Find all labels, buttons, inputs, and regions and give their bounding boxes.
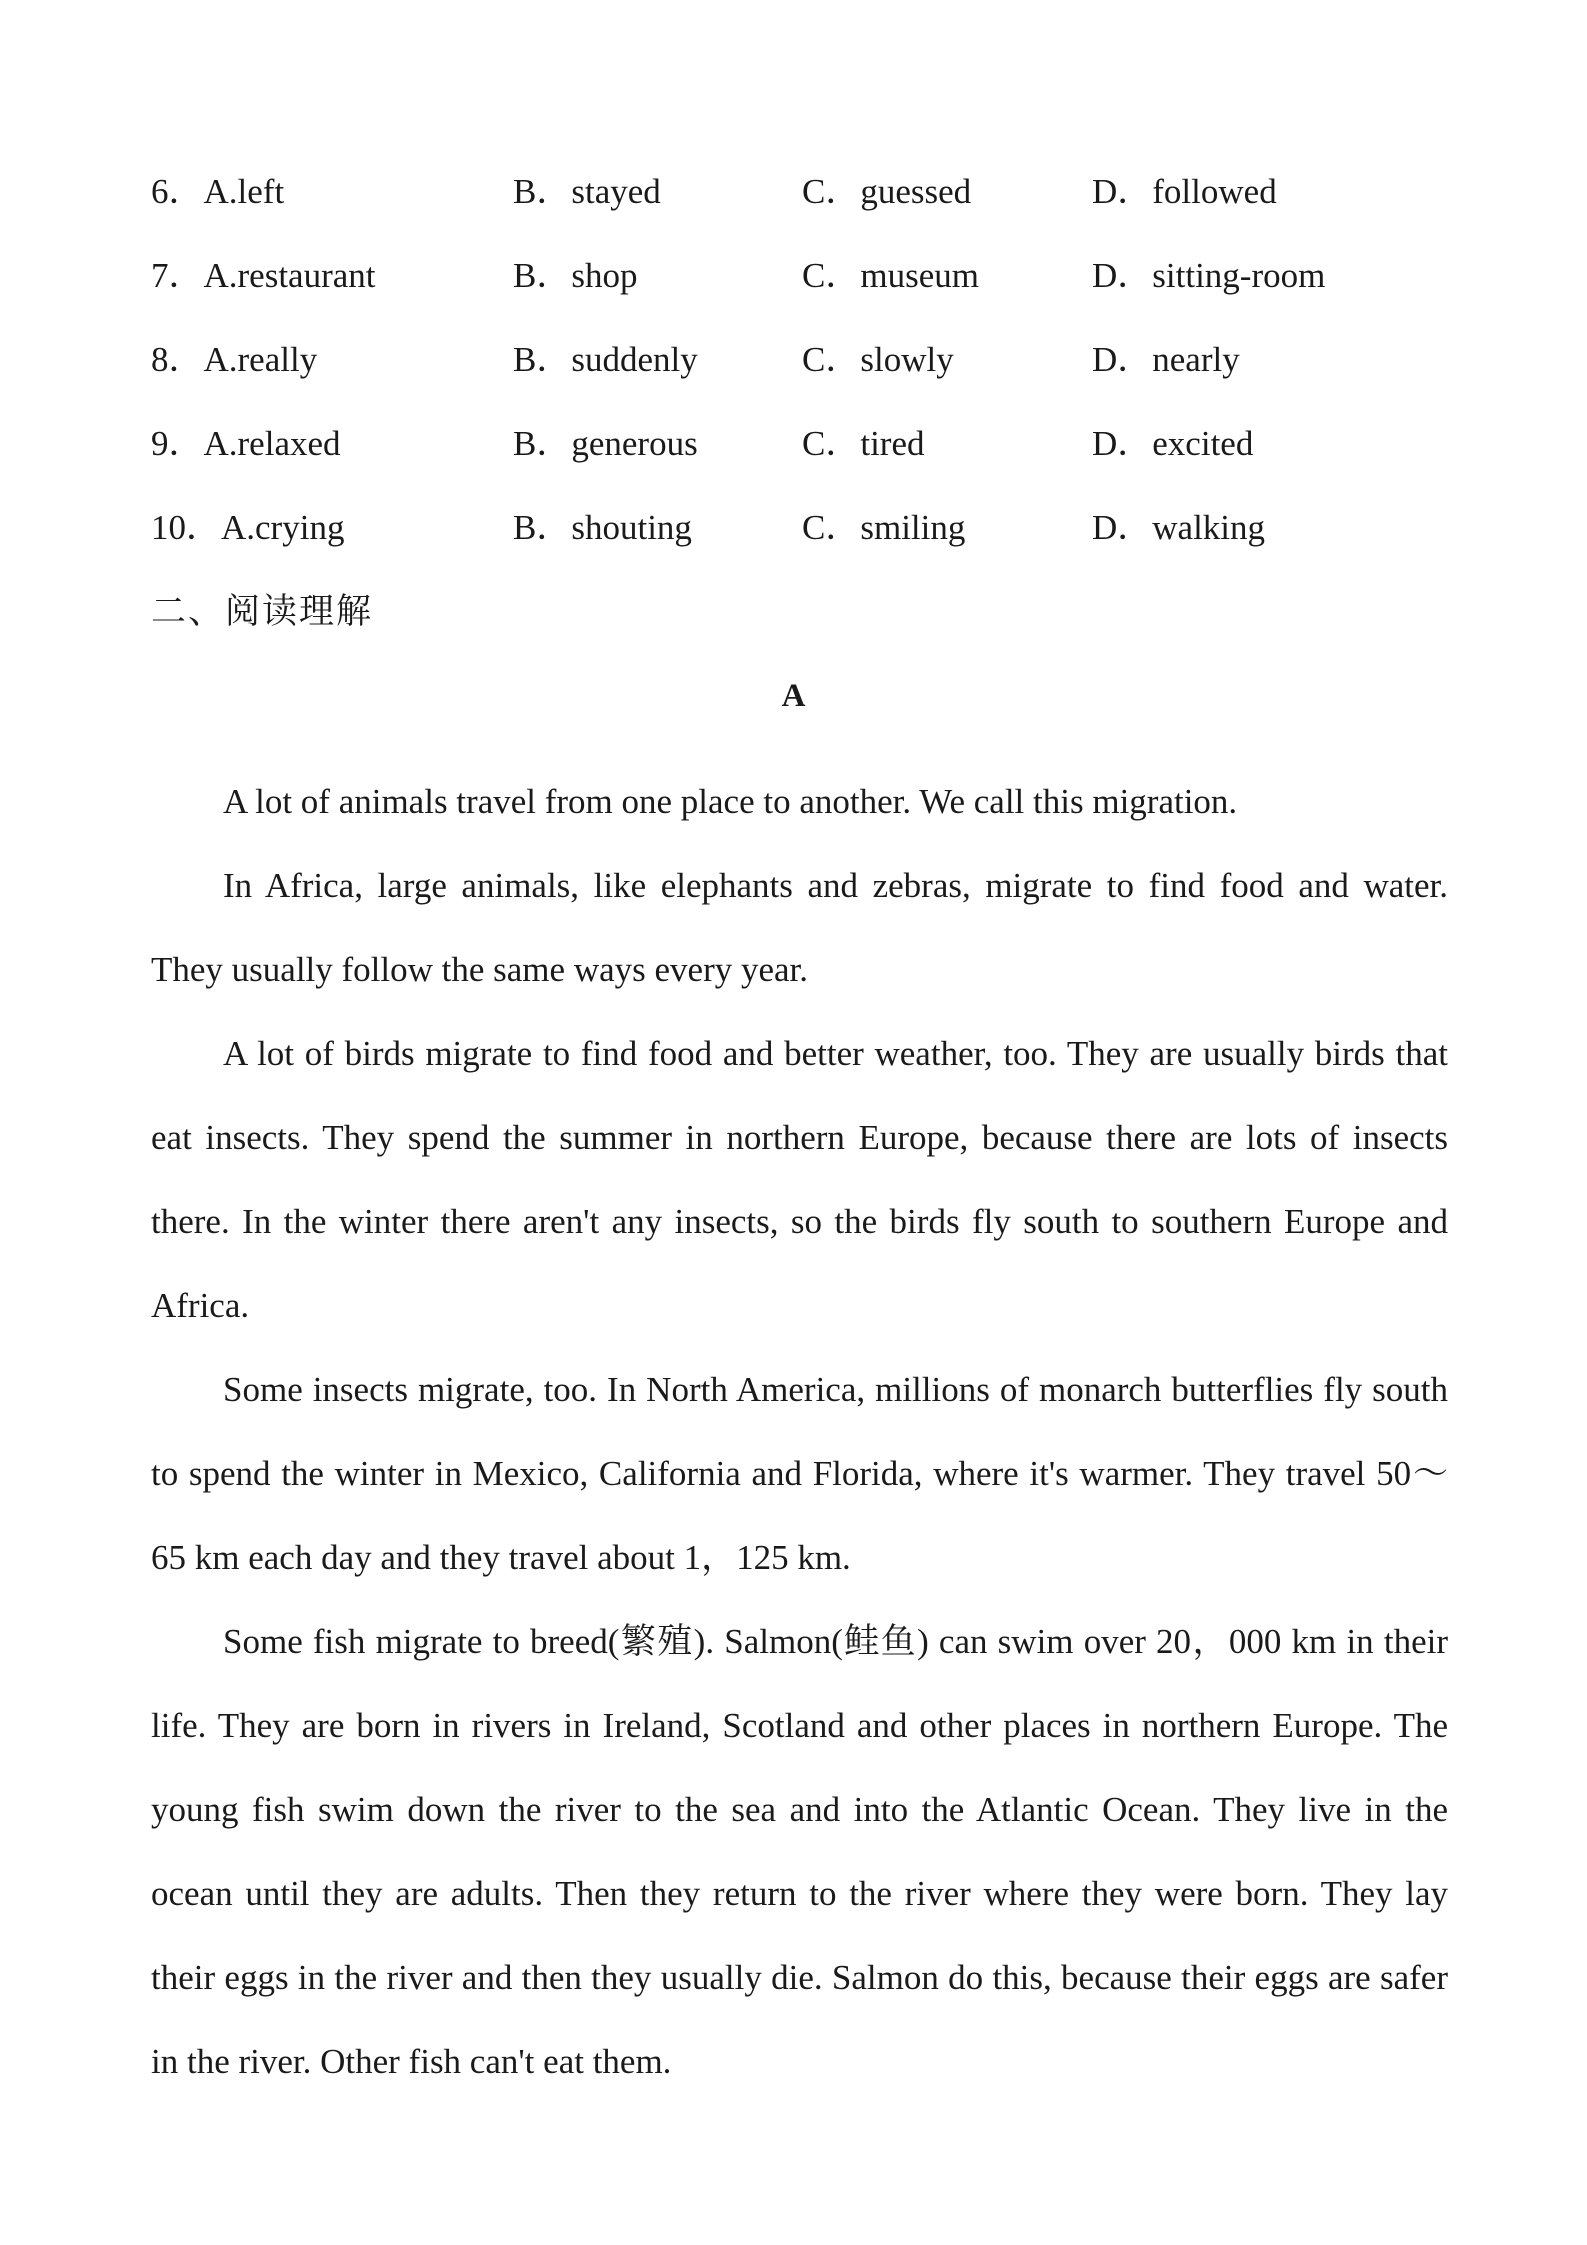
option-b: B．suddenly [513,340,698,379]
option-row-9 [151,412,1451,496]
option-b: B．shouting [513,508,692,547]
reading-passage [151,760,1448,2104]
answer-options [151,160,1451,580]
passage-paragraph: A lot of birds migrate to find food and better weather, too. They are usually birds that eat insects. They spend the summer in northern Europe, because there are lots of insects there. In the winter there aren't any insects, so the birds fly south to southern Europe and Africa. [151,1034,1448,1325]
passage-paragraph: In Africa, large animals, like elephants and zebras, migrate to find food and water. They usually follow the same ways every year. [151,866,1448,989]
option-d: D．excited [1092,424,1254,463]
option-row-6 [151,160,1451,244]
option-b: B．generous [513,424,698,463]
option-a: 8．A.really [151,340,318,379]
option-c: C．tired [802,424,925,463]
passage-title: A [781,678,806,714]
option-row-8 [151,328,1451,412]
option-b: B．shop [513,256,638,295]
option-a: 6．A.left [151,172,285,211]
option-a: 10．A.crying [151,508,345,547]
option-a: 7．A.restaurant [151,256,376,295]
section-heading: 二、阅读理解 [151,592,374,632]
passage-paragraph: A lot of animals travel from one place to another. We call this migration. [223,782,1238,821]
option-a: 9．A.relaxed [151,424,341,463]
option-c: C．guessed [802,172,972,211]
option-b: B．stayed [513,172,661,211]
option-c: C．slowly [802,340,954,379]
option-row-10 [151,496,1451,580]
option-d: D．sitting-room [1092,256,1326,295]
option-c: C．smiling [802,508,966,547]
option-d: D．nearly [1092,340,1240,379]
option-d: D．followed [1092,172,1277,211]
passage-paragraph: Some insects migrate, too. In North America, millions of monarch butterflies fly south to spend the winter in Mexico, California and Florida, where it's warmer. They travel 50～65 km each day and they travel about 1，125 km. [151,1370,1448,1577]
option-d: D．walking [1092,508,1266,547]
option-c: C．museum [802,256,979,295]
passage-paragraph: Some fish migrate to breed(繁殖). Salmon(鲑鱼) can swim over 20，000 km in their life. They are born in rivers in Ireland, Scotland and other places in northern Europe. The young fish swim down the river to the sea and into the Atlantic Ocean. They live in the ocean until they are adults. Then they return to the river where they were born. They lay their eggs in the river and then they usually die. Salmon do this, because their eggs are safer in the river. Other fish can't eat them. [151,1622,1448,2081]
option-row-7 [151,244,1451,328]
